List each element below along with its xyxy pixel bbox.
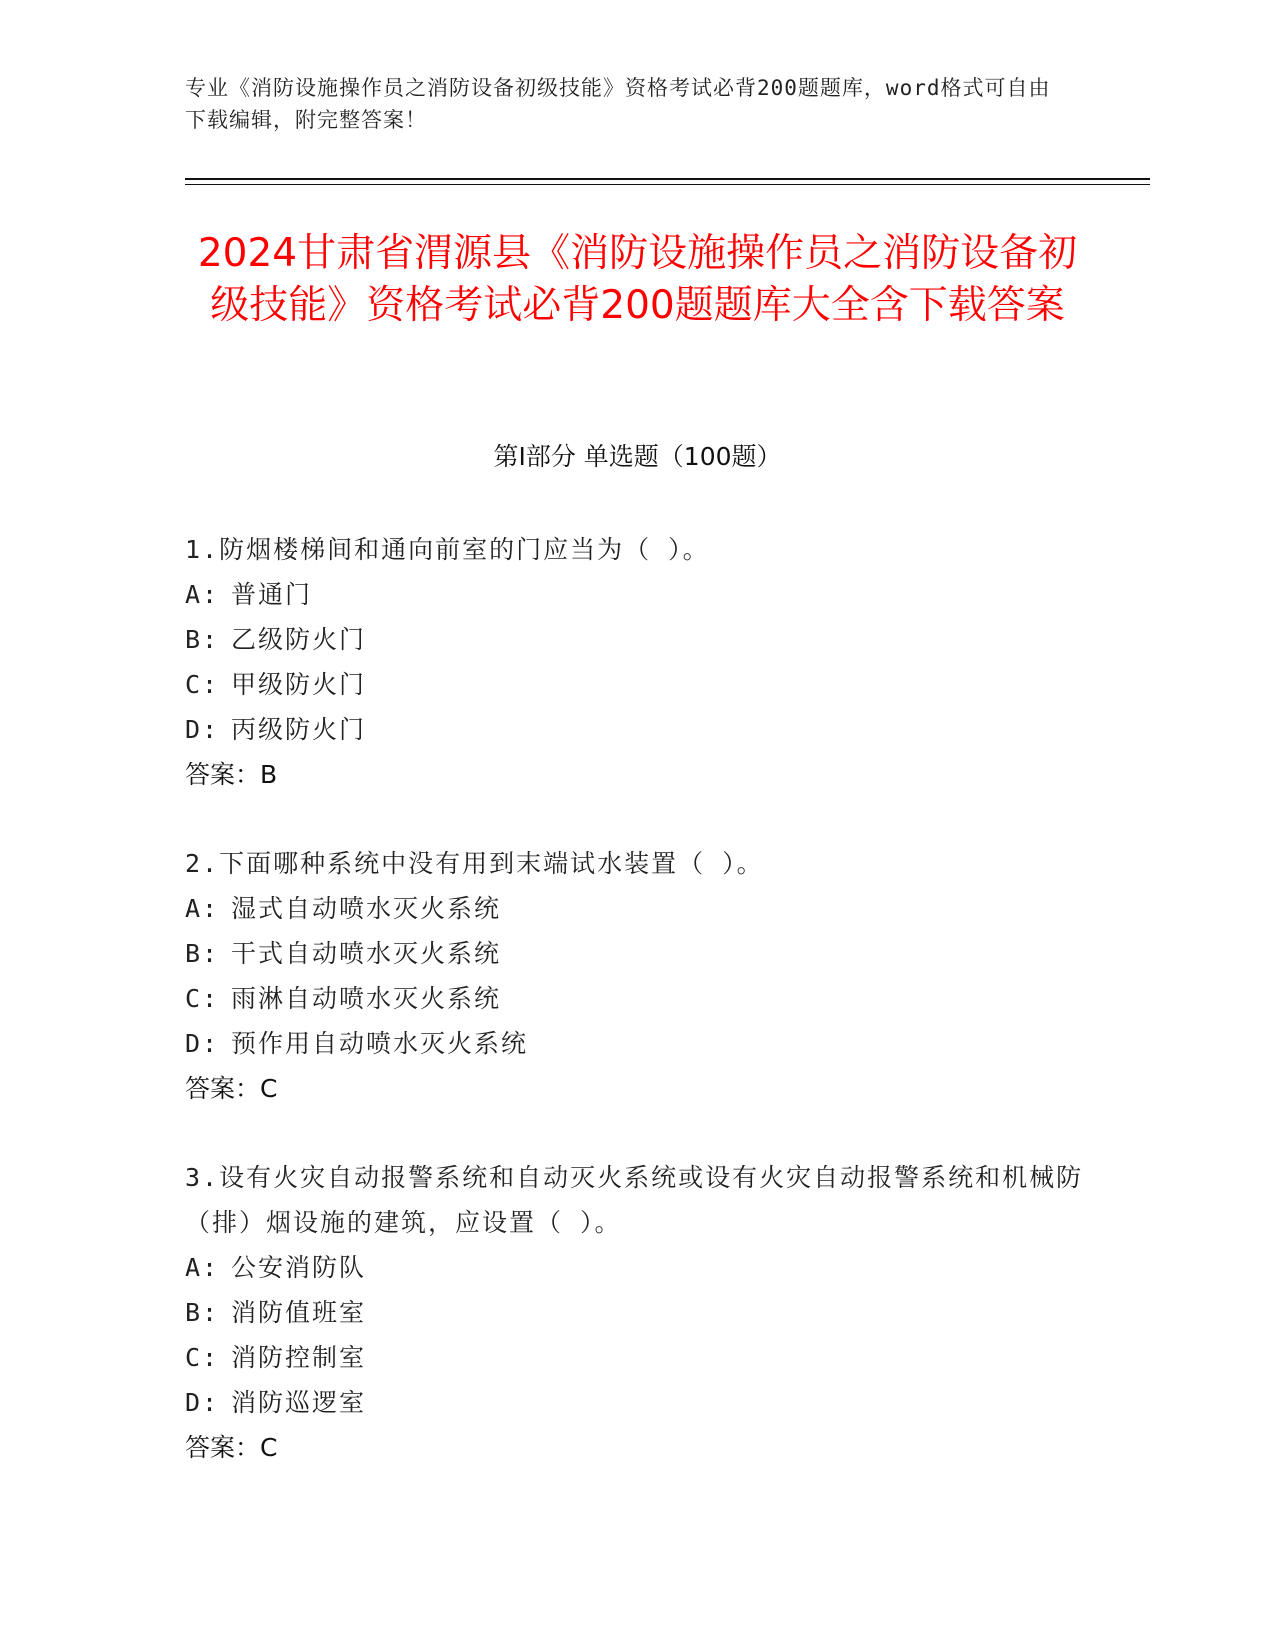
option-key: C: bbox=[185, 984, 220, 1013]
option-key: A: bbox=[185, 580, 220, 609]
option-text: 丙级防火门 bbox=[231, 715, 367, 744]
answer-line: 答案：B bbox=[185, 760, 278, 789]
option-key: B: bbox=[185, 1298, 220, 1327]
question-list bbox=[185, 527, 1085, 1514]
document-title: 2024甘肃省渭源县《消防设施操作员之消防设备初级技能》资格考试必背200题题库大全含下载答案 bbox=[197, 231, 1078, 328]
question-item bbox=[185, 1155, 1085, 1470]
option-b bbox=[185, 931, 1085, 976]
question-item bbox=[185, 841, 1085, 1111]
option-text: 消防巡逻室 bbox=[231, 1388, 367, 1417]
option-text: 干式自动喷水灭火系统 bbox=[231, 939, 502, 968]
question-text: 1.防烟楼梯间和通向前室的门应当为（ ）。 bbox=[185, 535, 710, 564]
option-d bbox=[185, 1380, 1085, 1425]
section-title: 第I部分 单选题（100题） bbox=[493, 442, 782, 471]
header-divider-thick bbox=[185, 178, 1150, 180]
answer-line: 答案：C bbox=[185, 1433, 278, 1462]
option-text: 消防值班室 bbox=[231, 1298, 367, 1327]
option-text: 乙级防火门 bbox=[231, 625, 367, 654]
option-text: 预作用自动喷水灭火系统 bbox=[231, 1029, 529, 1058]
option-key: D: bbox=[185, 715, 220, 744]
option-d bbox=[185, 707, 1085, 752]
option-c bbox=[185, 662, 1085, 707]
option-a bbox=[185, 572, 1085, 617]
option-text: 消防控制室 bbox=[231, 1343, 367, 1372]
question-text: 2.下面哪种系统中没有用到末端试水装置（ ）。 bbox=[185, 849, 764, 878]
option-a bbox=[185, 1245, 1085, 1290]
option-key: D: bbox=[185, 1388, 220, 1417]
option-b bbox=[185, 1290, 1085, 1335]
option-a bbox=[185, 886, 1085, 931]
option-c bbox=[185, 1335, 1085, 1380]
option-key: B: bbox=[185, 939, 220, 968]
option-text: 湿式自动喷水灭火系统 bbox=[231, 894, 502, 923]
option-text: 公安消防队 bbox=[231, 1253, 367, 1282]
option-text: 普通门 bbox=[231, 580, 313, 609]
option-key: B: bbox=[185, 625, 220, 654]
option-text: 甲级防火门 bbox=[231, 670, 367, 699]
answer-line: 答案：C bbox=[185, 1074, 278, 1103]
header-divider-thin bbox=[185, 184, 1150, 185]
option-text: 雨淋自动喷水灭火系统 bbox=[231, 984, 502, 1013]
option-c bbox=[185, 976, 1085, 1021]
option-key: A: bbox=[185, 894, 220, 923]
option-d bbox=[185, 1021, 1085, 1066]
header-note: 专业《消防设施操作员之消防设备初级技能》资格考试必背200题题库，word格式可自由下载编辑，附完整答案！ bbox=[185, 76, 1051, 132]
question-item bbox=[185, 527, 1085, 797]
option-b bbox=[185, 617, 1085, 662]
option-key: A: bbox=[185, 1253, 220, 1282]
option-key: C: bbox=[185, 670, 220, 699]
option-key: D: bbox=[185, 1029, 220, 1058]
option-key: C: bbox=[185, 1343, 220, 1372]
question-text: 3.设有火灾自动报警系统和自动灭火系统或设有火灾自动报警系统和机械防（排）烟设施的建筑，应设置（ ）。 bbox=[185, 1163, 1084, 1237]
